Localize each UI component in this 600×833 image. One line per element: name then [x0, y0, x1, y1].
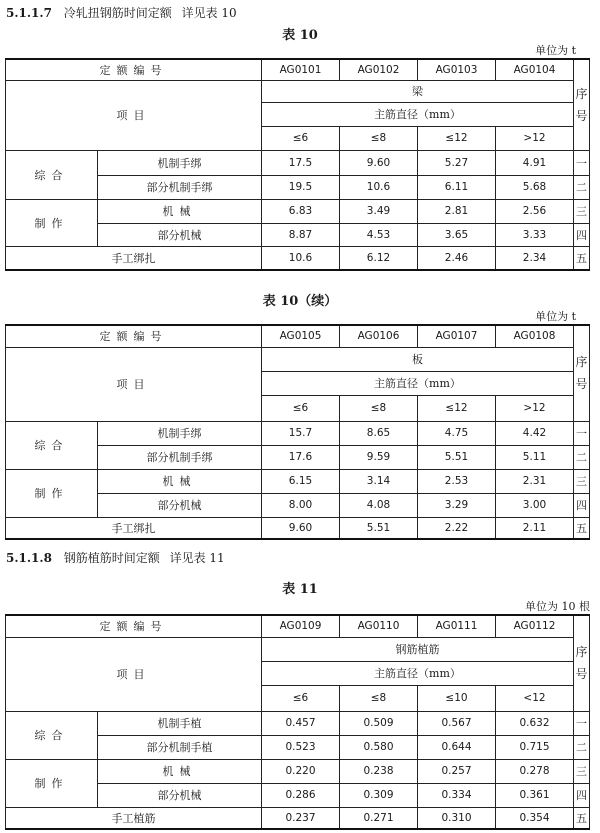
value-cell: 9.60: [340, 150, 418, 175]
value-cell: 6.83: [262, 199, 340, 223]
seq-cell: 五: [574, 517, 590, 539]
diameter-cell: >12: [496, 395, 574, 421]
table-row: [6, 421, 590, 445]
row-label: 机制手绑: [98, 421, 262, 445]
seq-cell: 五: [574, 807, 590, 829]
row-label: 机械: [98, 469, 262, 493]
quota-code: AG0105: [262, 325, 340, 347]
seq-cell: 五: [574, 246, 590, 270]
quota-code: AG0104: [496, 59, 574, 80]
value-cell: 4.53: [340, 223, 418, 246]
value-cell: 4.42: [496, 421, 574, 445]
diameter-cell: ≤12: [418, 126, 496, 150]
quota-code-header: 定额编号: [6, 59, 262, 80]
item-header: 项目: [6, 80, 262, 150]
group-label: 综合: [6, 711, 98, 759]
value-cell: 0.278: [496, 759, 574, 783]
category-label: 钢筋植筋: [262, 637, 574, 661]
value-cell: 0.309: [340, 783, 418, 807]
group-label: 制作: [6, 199, 98, 246]
table-title: 表 10（续）: [262, 294, 338, 309]
row-label: 部分机械: [98, 783, 262, 807]
value-cell: 3.14: [340, 469, 418, 493]
value-cell: 0.310: [418, 807, 496, 829]
value-cell: 3.00: [496, 493, 574, 517]
table-unit: 单位为 t: [535, 44, 576, 57]
value-cell: 0.361: [496, 783, 574, 807]
quota-code-header: 定额编号: [6, 615, 262, 637]
value-cell: 10.6: [340, 175, 418, 199]
section-title: 钢筋植筋时间定额: [63, 551, 160, 565]
value-cell: 4.08: [340, 493, 418, 517]
value-cell: 0.715: [496, 735, 574, 759]
value-cell: 3.33: [496, 223, 574, 246]
table-row: [6, 199, 590, 223]
value-cell: 5.51: [418, 445, 496, 469]
value-cell: 8.00: [262, 493, 340, 517]
seq-cell: 一: [574, 150, 590, 175]
diameter-cell: ≤8: [340, 685, 418, 711]
diameter-label: 主筋直径（mm）: [262, 661, 574, 685]
value-cell: 6.15: [262, 469, 340, 493]
item-header: 项目: [6, 347, 262, 421]
value-cell: 3.65: [418, 223, 496, 246]
seq-cell: 三: [574, 199, 590, 223]
row-label: 机制手绑: [98, 150, 262, 175]
group-label: 综合: [6, 421, 98, 469]
seq-header: 序号: [574, 59, 590, 150]
value-cell: 6.11: [418, 175, 496, 199]
seq-cell: 二: [574, 735, 590, 759]
seq-cell: 四: [574, 223, 590, 246]
value-cell: 2.81: [418, 199, 496, 223]
quota-code: AG0112: [496, 615, 574, 637]
row-label: 机制手植: [98, 711, 262, 735]
table-row: [6, 246, 590, 270]
diameter-cell: ≤6: [262, 126, 340, 150]
value-cell: 5.27: [418, 150, 496, 175]
value-cell: 0.523: [262, 735, 340, 759]
value-cell: 5.11: [496, 445, 574, 469]
diameter-cell: ≤8: [340, 126, 418, 150]
table-row: [6, 807, 590, 829]
value-cell: 2.56: [496, 199, 574, 223]
value-cell: 17.6: [262, 445, 340, 469]
row-label: 机械: [98, 759, 262, 783]
quota-code: AG0102: [340, 59, 418, 80]
value-cell: 8.87: [262, 223, 340, 246]
section-number: 5.1.1.7: [6, 6, 52, 20]
table-row: [6, 150, 590, 175]
table-unit: 单位为 t: [535, 310, 576, 323]
value-cell: 4.91: [496, 150, 574, 175]
quota-code: AG0107: [418, 325, 496, 347]
seq-cell: 二: [574, 175, 590, 199]
value-cell: 3.49: [340, 199, 418, 223]
row-label: 部分机制手绑: [98, 445, 262, 469]
table-row: [6, 711, 590, 735]
diameter-label: 主筋直径（mm）: [262, 102, 574, 126]
value-cell: 0.644: [418, 735, 496, 759]
quota-table-10-cont: [5, 324, 590, 540]
section-title: 冷轧扭钢筋时间定额: [63, 6, 172, 20]
section-heading-5117: [6, 4, 237, 21]
value-cell: 0.509: [340, 711, 418, 735]
value-cell: 2.34: [496, 246, 574, 270]
row-label: 手工绑扎: [6, 517, 262, 539]
seq-cell: 一: [574, 711, 590, 735]
row-label: 部分机制手植: [98, 735, 262, 759]
row-label: 部分机制手绑: [98, 175, 262, 199]
diameter-cell: ≤8: [340, 395, 418, 421]
quota-code: AG0109: [262, 615, 340, 637]
value-cell: 0.457: [262, 711, 340, 735]
value-cell: 0.567: [418, 711, 496, 735]
section-ref: 详见表 11: [169, 551, 225, 565]
item-header: 项目: [6, 637, 262, 711]
value-cell: 4.75: [418, 421, 496, 445]
value-cell: 10.6: [262, 246, 340, 270]
diameter-cell: ≤12: [418, 395, 496, 421]
section-number: 5.1.1.8: [6, 551, 52, 565]
value-cell: 2.53: [418, 469, 496, 493]
value-cell: 0.257: [418, 759, 496, 783]
row-label: 部分机械: [98, 493, 262, 517]
section-ref: 详见表 10: [181, 6, 237, 20]
category-label: 板: [262, 347, 574, 371]
value-cell: 15.7: [262, 421, 340, 445]
row-label: 手工植筋: [6, 807, 262, 829]
value-cell: 9.59: [340, 445, 418, 469]
quota-table-10: [5, 58, 590, 271]
diameter-cell: ≤6: [262, 395, 340, 421]
row-label: 部分机械: [98, 223, 262, 246]
table-title: 表 11: [282, 582, 318, 597]
seq-cell: 一: [574, 421, 590, 445]
value-cell: 2.11: [496, 517, 574, 539]
diameter-cell: <12: [496, 685, 574, 711]
value-cell: 0.220: [262, 759, 340, 783]
value-cell: 3.29: [418, 493, 496, 517]
row-label: 手工绑扎: [6, 246, 262, 270]
value-cell: 5.68: [496, 175, 574, 199]
category-label: 梁: [262, 80, 574, 102]
group-label: 制作: [6, 759, 98, 807]
quota-code: AG0110: [340, 615, 418, 637]
table-row: [6, 759, 590, 783]
quota-table-11: [5, 614, 590, 830]
value-cell: 5.51: [340, 517, 418, 539]
diameter-cell: >12: [496, 126, 574, 150]
value-cell: 0.632: [496, 711, 574, 735]
table-title: 表 10: [282, 28, 318, 43]
quota-code: AG0111: [418, 615, 496, 637]
value-cell: 0.334: [418, 783, 496, 807]
value-cell: 17.5: [262, 150, 340, 175]
seq-cell: 三: [574, 759, 590, 783]
value-cell: 19.5: [262, 175, 340, 199]
quota-code: AG0103: [418, 59, 496, 80]
value-cell: 8.65: [340, 421, 418, 445]
table-row: [6, 517, 590, 539]
seq-header: 序号: [574, 615, 590, 711]
seq-cell: 三: [574, 469, 590, 493]
quota-code: AG0108: [496, 325, 574, 347]
value-cell: 6.12: [340, 246, 418, 270]
value-cell: 2.31: [496, 469, 574, 493]
table-unit: 单位为 10 根: [525, 600, 590, 613]
value-cell: 0.580: [340, 735, 418, 759]
group-label: 综合: [6, 150, 98, 199]
value-cell: 9.60: [262, 517, 340, 539]
diameter-cell: ≤10: [418, 685, 496, 711]
group-label: 制作: [6, 469, 98, 517]
diameter-cell: ≤6: [262, 685, 340, 711]
value-cell: 0.271: [340, 807, 418, 829]
quota-code: AG0101: [262, 59, 340, 80]
quota-code: AG0106: [340, 325, 418, 347]
value-cell: 2.46: [418, 246, 496, 270]
section-heading-5118: [6, 549, 225, 566]
value-cell: 0.286: [262, 783, 340, 807]
diameter-label: 主筋直径（mm）: [262, 371, 574, 395]
seq-cell: 四: [574, 783, 590, 807]
row-label: 机械: [98, 199, 262, 223]
value-cell: 0.354: [496, 807, 574, 829]
value-cell: 0.237: [262, 807, 340, 829]
seq-cell: 二: [574, 445, 590, 469]
seq-cell: 四: [574, 493, 590, 517]
quota-code-header: 定额编号: [6, 325, 262, 347]
seq-header: 序号: [574, 325, 590, 421]
value-cell: 0.238: [340, 759, 418, 783]
value-cell: 2.22: [418, 517, 496, 539]
table-row: [6, 469, 590, 493]
